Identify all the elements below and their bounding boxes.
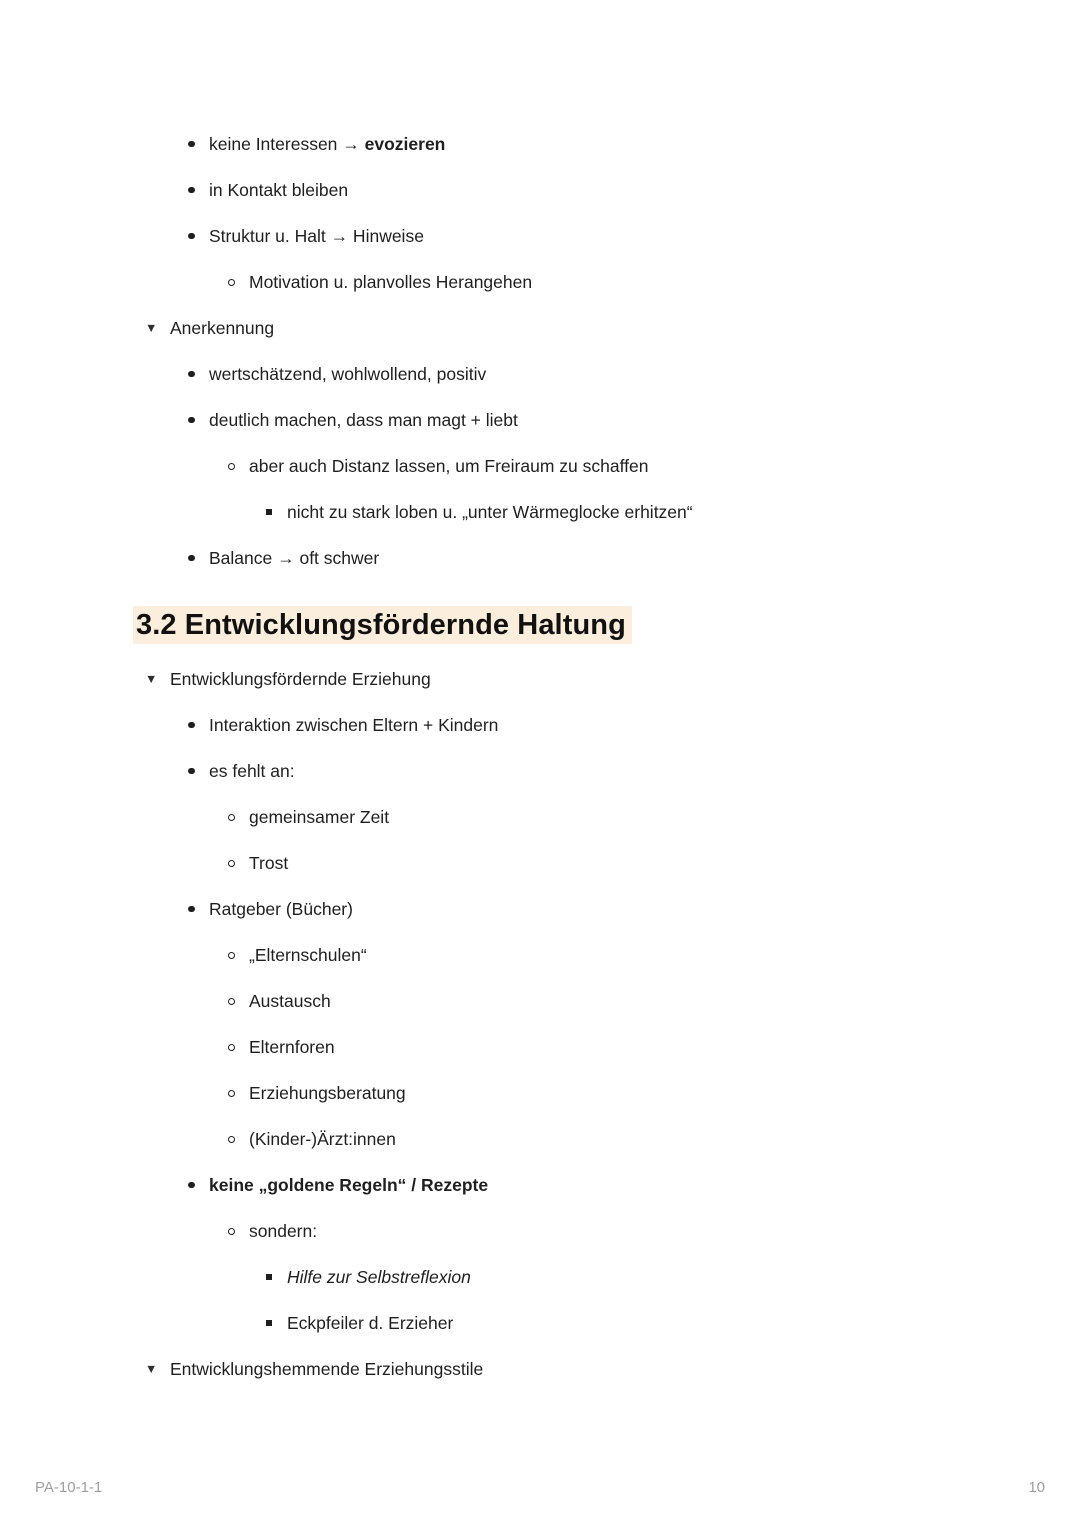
list-item-text: Entwicklungshemmende Erziehungsstile: [170, 1359, 484, 1379]
bullet-icon: [188, 224, 209, 248]
list-item-text: nicht zu stark loben u. „unter Wärmeglocke erhitzen“: [287, 502, 693, 522]
circle-icon: [228, 1035, 249, 1059]
toggle-triangle-icon[interactable]: ▼: [145, 321, 158, 335]
list-item-text: Erziehungsberatung: [249, 1083, 406, 1103]
toggle-triangle-icon[interactable]: ▼: [145, 1362, 158, 1376]
list-item: [133, 270, 1020, 294]
list-item-text: Struktur u. Halt → Hinweise: [209, 226, 424, 246]
list-item: [133, 1081, 1020, 1105]
bullet-icon: [188, 362, 209, 386]
footer-document-id: PA-10-1-1: [35, 1479, 103, 1496]
bullet-icon: [188, 178, 209, 202]
list-item-text: Hilfe zur Selbstreflexion: [287, 1267, 471, 1287]
square-icon: [266, 1311, 287, 1335]
list-item-text: aber auch Distanz lassen, um Freiraum zu schaffen: [249, 456, 649, 476]
list-item: [133, 1035, 1020, 1059]
list-item-text: Ratgeber (Bücher): [209, 899, 353, 919]
list-item: [133, 1173, 1020, 1197]
list-item-text: „Elternschulen“: [249, 945, 367, 965]
circle-icon: [228, 454, 249, 478]
bullet-icon: [188, 759, 209, 783]
list-item: [133, 132, 1020, 156]
list-item: [133, 546, 1020, 570]
list-item-text: Eckpfeiler d. Erzieher: [287, 1313, 454, 1333]
bullet-icon: [188, 1173, 209, 1197]
list-item-text: Elternforen: [249, 1037, 335, 1057]
circle-icon: [228, 1219, 249, 1243]
list-item: [133, 713, 1020, 737]
list-item: [133, 759, 1020, 783]
circle-icon: [228, 943, 249, 967]
list-item-text: gemeinsamer Zeit: [249, 807, 390, 827]
list-item: [133, 362, 1020, 386]
list-item: [133, 500, 1020, 524]
list-item-text: Anerkennung: [170, 318, 275, 338]
list-item-text: wertschätzend, wohlwollend, positiv: [209, 364, 487, 384]
list-item-text: deutlich machen, dass man magt + liebt: [209, 410, 518, 430]
list-item-text: Motivation u. planvolles Herangehen: [249, 272, 533, 292]
bullet-icon: [188, 546, 209, 570]
toggle-item: [133, 667, 1020, 691]
list-item: [133, 454, 1020, 478]
list-item: [133, 897, 1020, 921]
section-heading: [133, 605, 1020, 645]
toggle-item: [133, 1357, 1020, 1381]
toggle-item: [133, 316, 1020, 340]
list-item-text: Balance → oft schwer: [209, 548, 380, 568]
list-item: [133, 178, 1020, 202]
list-item-text: Interaktion zwischen Eltern + Kindern: [209, 715, 499, 735]
section-heading-text: 3.2 Entwicklungsfördernde Haltung: [133, 606, 632, 644]
square-icon: [266, 500, 287, 524]
circle-icon: [228, 989, 249, 1013]
page-footer: [35, 1479, 1045, 1496]
list-item: [133, 805, 1020, 829]
list-item: [133, 1311, 1020, 1335]
list-item: [133, 408, 1020, 432]
list-item-text: sondern:: [249, 1221, 318, 1241]
list-item: [133, 1127, 1020, 1151]
list-item: [133, 1265, 1020, 1289]
list-item-text: (Kinder-)Ärzt:innen: [249, 1129, 396, 1149]
footer-page-number: 10: [1028, 1479, 1045, 1496]
square-icon: [266, 1265, 287, 1289]
list-item-text: keine „goldene Regeln“ / Rezepte: [209, 1175, 489, 1195]
list-item-text: in Kontakt bleiben: [209, 180, 349, 200]
list-item-text: Trost: [249, 853, 289, 873]
circle-icon: [228, 1081, 249, 1105]
bullet-icon: [188, 713, 209, 737]
circle-icon: [228, 1127, 249, 1151]
list-item: [133, 943, 1020, 967]
list-item: [133, 1219, 1020, 1243]
list-item: [133, 851, 1020, 875]
list-item: [133, 989, 1020, 1013]
circle-icon: [228, 851, 249, 875]
list-item-text: Austausch: [249, 991, 331, 1011]
circle-icon: [228, 805, 249, 829]
circle-icon: [228, 270, 249, 294]
bullet-icon: [188, 408, 209, 432]
toggle-triangle-icon[interactable]: ▼: [145, 672, 158, 686]
bullet-icon: [188, 132, 209, 156]
list-item-text: keine Interessen → evozieren: [209, 134, 446, 154]
list-item-text: Entwicklungsfördernde Erziehung: [170, 669, 431, 689]
list-item: [133, 224, 1020, 248]
list-item-text: es fehlt an:: [209, 761, 295, 781]
bullet-icon: [188, 897, 209, 921]
